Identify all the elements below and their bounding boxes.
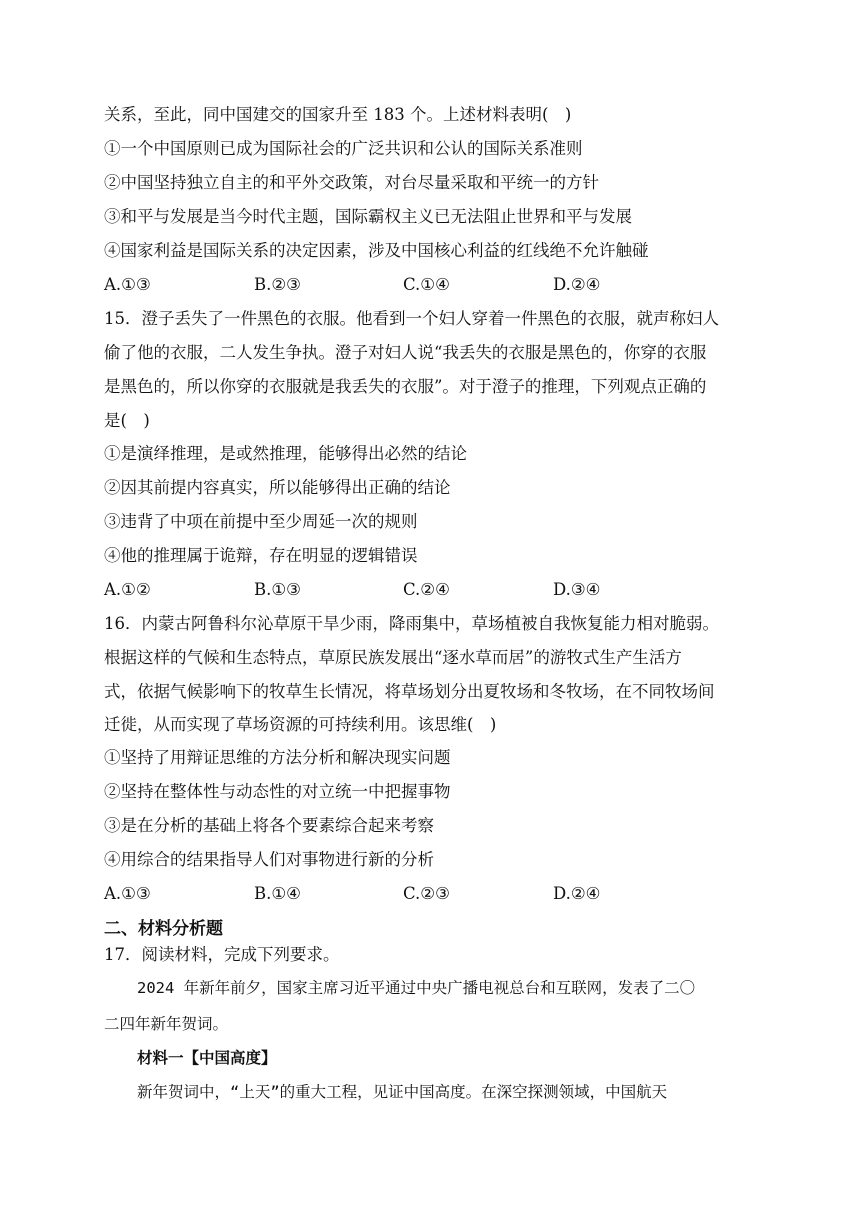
q14-item-1: ①一个中国原则已成为国际社会的广泛共识和公认的国际关系准则 [104, 139, 583, 158]
q16-stem-line-1: 16．内蒙古阿鲁科尔沁草原干旱少雨，降雨集中，草场植被自我恢复能力相对脆弱。 [104, 614, 719, 633]
q15-option-d: D.③④ [553, 580, 601, 599]
q16-stem-line-4: 迁徙，从而实现了草场资源的可持续利用。该思维( ) [104, 715, 497, 734]
material-1-title: 材料一【中国高度】 [137, 1049, 277, 1067]
q15-option-c: C.②④ [403, 580, 450, 599]
q16-item-3: ③是在分析的基础上将各个要素综合起来考察 [104, 816, 434, 835]
q16-stem-line-2: 根据这样的气候和生态特点，草原民族发展出“逐水草而居”的游牧式生产生活方 [104, 648, 682, 667]
q14-item-2: ②中国坚持独立自主的和平外交政策，对台尽量采取和平统一的方针 [104, 173, 599, 192]
material-paragraph-line-2: 二四年新年贺词。 [104, 1015, 229, 1033]
q15-stem-line-4: 是( ) [104, 411, 150, 430]
q15-stem-line-2: 偷了他的衣服，二人发生争执。澄子对妇人说“我丢失的衣服是黑色的，你穿的衣服 [104, 343, 707, 362]
q15-option-a: A.①② [104, 580, 151, 599]
q14-option-b: B.②③ [254, 275, 301, 294]
q16-item-2: ②坚持在整体性与动态性的对立统一中把握事物 [104, 782, 451, 801]
q16-option-c: C.②③ [403, 884, 450, 903]
q16-item-4: ④用综合的结果指导人们对事物进行新的分析 [104, 850, 434, 869]
q16-option-b: B.①④ [254, 884, 301, 903]
q16-option-a: A.①③ [104, 884, 151, 903]
q15-stem-line-3: 是黑色的，所以你穿的衣服就是我丢失的衣服”。对于澄子的推理，下列观点正确的 [104, 377, 707, 396]
q16-option-d: D.②④ [553, 884, 601, 903]
q15-item-2: ②因其前提内容真实，所以能够得出正确的结论 [104, 478, 451, 497]
q16-stem-line-3: 式，依据气候影响下的牧草生长情况，将草场划分出夏牧场和冬牧场，在不同牧场间 [104, 682, 715, 701]
q14-stem-tail: 关系，至此，同中国建交的国家升至 183 个。上述材料表明( ) [104, 105, 572, 124]
q17-stem: 17．阅读材料，完成下列要求。 [104, 945, 340, 964]
q15-item-3: ③违背了中项在前提中至少周延一次的规则 [104, 512, 418, 531]
q14-option-a: A.①③ [104, 275, 151, 294]
material-1-line-1: 新年贺词中，“上天”的重大工程，见证中国高度。在深空探测领域，中国航天 [137, 1083, 668, 1101]
material-paragraph-line-1: 2024 年新年前夕，国家主席习近平通过中央广播电视总台和互联网，发表了二〇 [137, 979, 696, 997]
q15-item-4: ④他的推理属于诡辩，存在明显的逻辑错误 [104, 546, 418, 565]
q14-item-3: ③和平与发展是当今时代主题，国际霸权主义已无法阻止世界和平与发展 [104, 207, 632, 226]
q14-option-d: D.②④ [553, 275, 601, 294]
q15-item-1: ①是演绎推理，是或然推理，能够得出必然的结论 [104, 444, 467, 463]
q14-item-4: ④国家利益是国际关系的决定因素，涉及中国核心利益的红线绝不允许触碰 [104, 241, 649, 260]
q14-option-c: C.①④ [403, 275, 450, 294]
q16-item-1: ①坚持了用辩证思维的方法分析和解决现实问题 [104, 748, 451, 767]
section-heading: 二、材料分析题 [104, 919, 223, 939]
q15-option-b: B.①③ [254, 580, 301, 599]
q15-stem-line-1: 15．澄子丢失了一件黑色的衣服。他看到一个妇人穿着一件黑色的衣服，就声称妇人 [104, 309, 719, 328]
